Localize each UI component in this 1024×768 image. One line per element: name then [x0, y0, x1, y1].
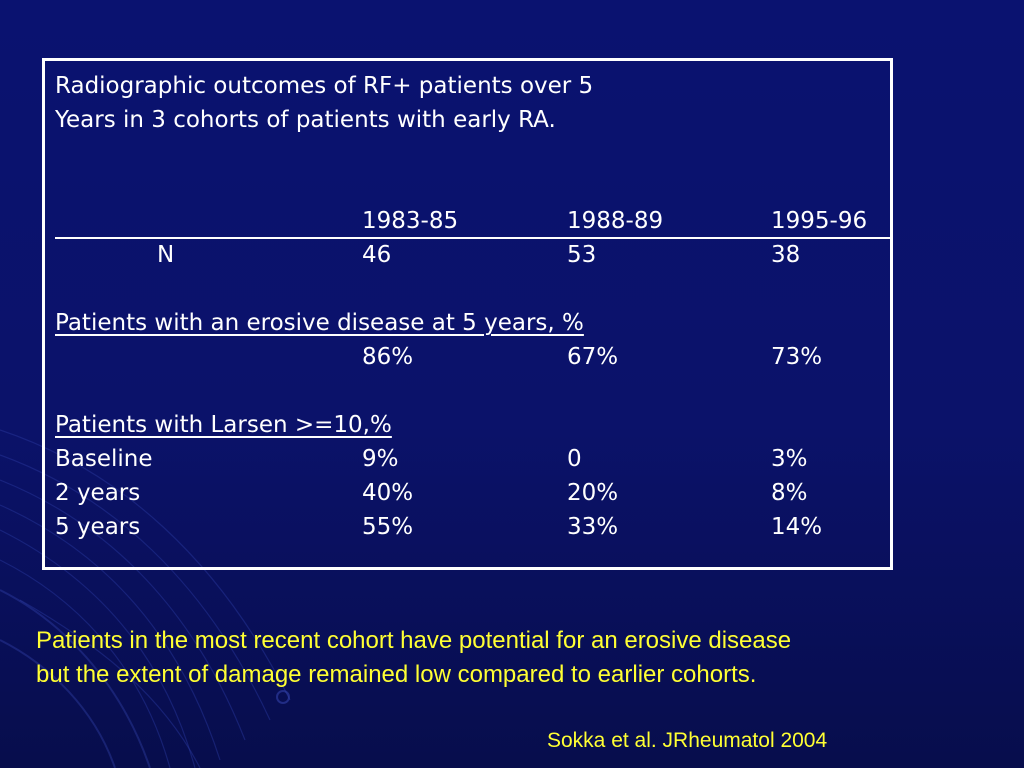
n-row-label: N [157, 242, 175, 268]
larsen-cell: 40% [362, 480, 414, 506]
conclusion-caption [36, 624, 996, 692]
citation: Sokka et al. JRheumatol 2004 [547, 729, 828, 752]
larsen-row-label: Baseline [55, 446, 153, 472]
column-header-1988-89: 1988-89 [567, 208, 664, 234]
larsen-section-heading: Patients with Larsen >=10,% [55, 412, 392, 438]
larsen-cell: 3% [771, 446, 808, 472]
larsen-cell: 8% [771, 480, 808, 506]
larsen-cell: 55% [362, 514, 414, 540]
n-value-1983-85: 46 [362, 242, 392, 268]
n-value-1988-89: 53 [567, 242, 597, 268]
caption-line-1: Patients in the most recent cohort have potential for an erosive disease [36, 627, 792, 654]
erosive-section-heading: Patients with an erosive disease at 5 years, % [55, 310, 584, 336]
larsen-cell: 0 [567, 446, 582, 472]
larsen-row-label: 2 years [55, 480, 141, 506]
results-table [42, 58, 893, 570]
erosive-value-1995-96: 73% [771, 344, 823, 370]
larsen-cell: 33% [567, 514, 619, 540]
header-underline [55, 237, 891, 239]
column-header-1983-85: 1983-85 [362, 208, 459, 234]
erosive-value-1988-89: 67% [567, 344, 619, 370]
larsen-cell: 20% [567, 480, 619, 506]
larsen-cell: 14% [771, 514, 823, 540]
column-header-1995-96: 1995-96 [771, 208, 868, 234]
table-title-line-2: Years in 3 cohorts of patients with early RA. [55, 107, 556, 133]
erosive-value-1983-85: 86% [362, 344, 414, 370]
larsen-cell: 9% [362, 446, 399, 472]
table-title-line-1: Radiographic outcomes of RF+ patients over 5 [55, 73, 594, 99]
caption-line-2: but the extent of damage remained low compared to earlier cohorts. [36, 661, 757, 688]
larsen-row-label: 5 years [55, 514, 141, 540]
n-value-1995-96: 38 [771, 242, 801, 268]
